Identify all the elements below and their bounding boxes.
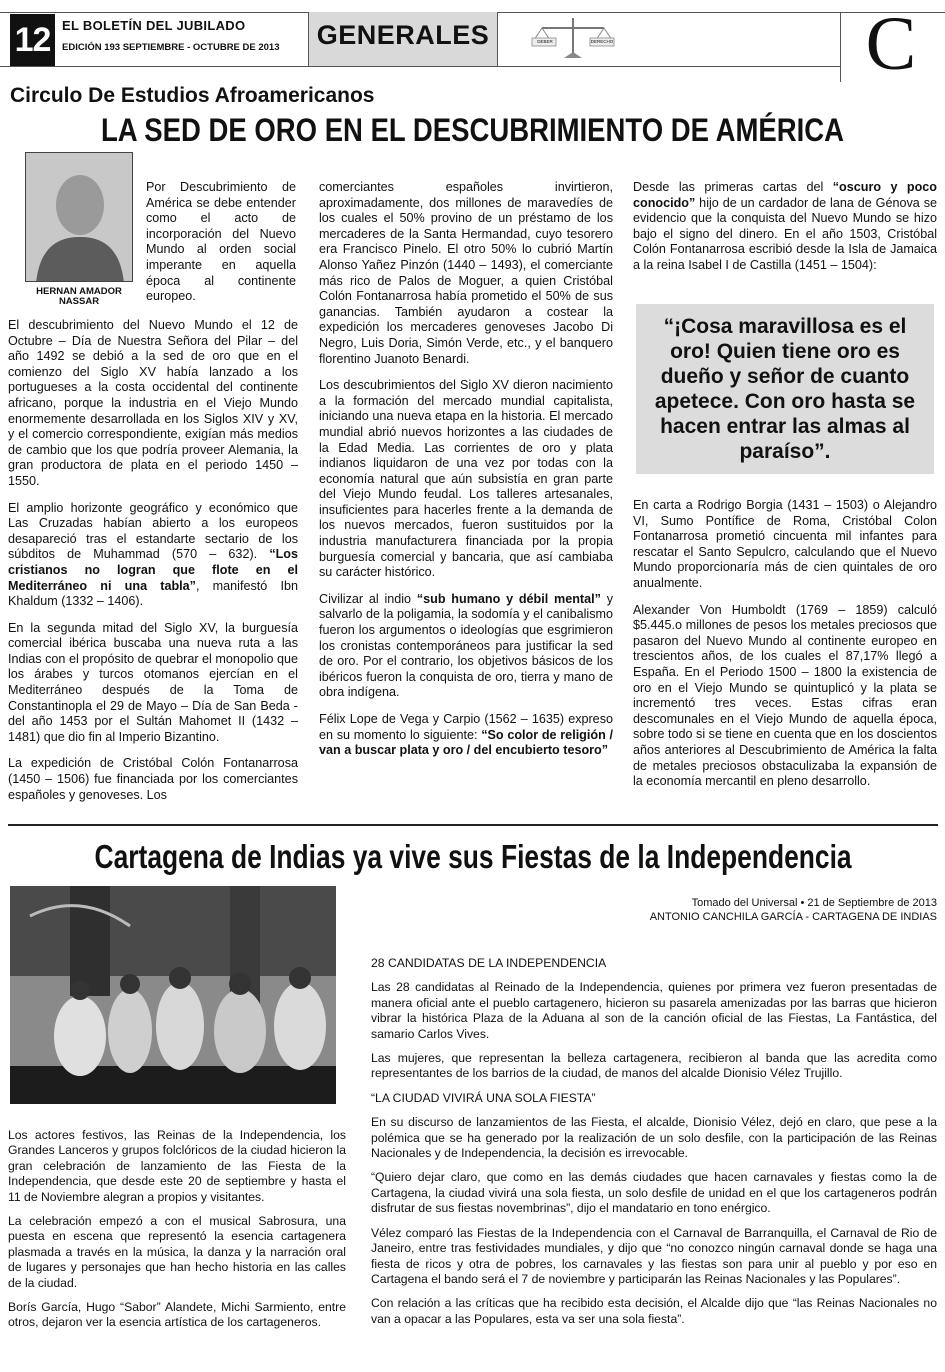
paragraph: El amplio horizonte geográfico y económico que Las Cruzadas habían abierto a los europeos desapareció tras el estandarte sectario de los súbditos de Muhammad (570 – 632). “Los cristianos no logran que flote en el Mediterráneo ni una tabla”, manifestó Ibn Khaldum (1332 – 1406). xyxy=(8,500,298,609)
paragraph: Desde las primeras cartas del “oscuro y poco conocido” hijo de un cardador de lana de Génova se evidencio que la conquista del Nuevo Mundo se hizo bajo el signo del dinero. En el año 1503, Cristóbal Colón Fontanarrosa escribió desde la Isla de Jamaica a la reina Isabel I de Castilla (1451 – 1504): xyxy=(633,180,937,272)
scale-right-label: DERECHO xyxy=(590,39,614,44)
paragraph: La expedición de Cristóbal Colón Fontanarrosa (1450 – 1506) fue financiada por los comerciantes españoles y genoveses. Los xyxy=(8,756,298,802)
paragraph: En la segunda mitad del Siglo XV, la burguesía comercial ibérica buscaba una nueva ruta a las Indias con el propósito de quebrar el monopolio que los árabes y turcos otomanos ejercían en el Mediterráneo después de la Toma de Constantinopla el 29 de Mayo – Día de San Beda - del año 1453 por el Sultán Mahomet II (1432 – 1481) que dio fin al Imperio Bizantino. xyxy=(8,620,298,744)
festival-scene xyxy=(10,886,336,1104)
edition-line: EDICIÓN 193 SEPTIEMBRE - OCTUBRE DE 2013 xyxy=(62,42,280,53)
page-number: 12 xyxy=(14,21,51,59)
paragraph: Alexander Von Humboldt (1769 – 1859) calculó $5.445.o millones de pesos los metales preciosos que pasaron del Nuevo Mundo al continente europeo en trescientos años, de los cuales el 87,17% llegó a España. En el Periodo 1500 – 1800 la existencia de oro en el Viejo Mundo se quintuplicó y la plata se incrementó tres veces. Estas cifras eran descomunales en el Viejo Mundo de aquella época, sobre todo si se tiene en cuenta que en los doscientos años anteriores al Descubrimiento de América la falta de metales preciosos obstaculizaba la expansión de la economía mercantil en pleno desarrollo. xyxy=(633,602,937,789)
article1-column-3 xyxy=(633,180,937,285)
paragraph: El descubrimiento del Nuevo Mundo el 12 de Octubre – Día de Nuestra Señora del Pilar – del año 1492 se debió a la sed de oro que en el comienzo del Siglo XV había lanzado a los portugueses a la costa occidental del continente africano, porque la industria en el Viejo Mundo enormemente desarrollada en los Siglos XIV y XV, y el comercio correspondiente, exigían más medios de cambio que los que podría proveer Alemania, la gran productora de plata en el periodo 1450 – 1550. xyxy=(8,318,298,488)
paragraph: Vélez comparó las Fiestas de la Independencia con el Carnaval de Barranquilla, el Carnaval de Rio de Janeiro, entre tras festividades mundiales, y dijo que “no conozco ningún carnaval donde se haga una fiesta de ricos y otra de pobres, los carnavales y las fiestas son para unir al pueblo y por eso en Cartagena el bando será el 7 de noviembre y participarán las Reinas Nacionales y las Populares”. xyxy=(371,1225,937,1286)
paragraph: Civilizar al indio “sub humano y débil mental” y salvarlo de la poligamia, la sodomía y el canibalismo fueron los argumentos o ideologías que esgrimieron los cronistas contemporáneos para justificar la sed de oro. Por el contrario, los objetivos básicos de los ibéricos fueron la conquista de oro, tierra y mano de obra indígena. xyxy=(319,591,614,700)
paragraph: Las mujeres, que representan la belleza cartagenera, recibieron al banda que las acredita como representantes de los barrios de la ciudad, de manos del alcalde Dionisio Vélez Trujillo. xyxy=(371,1051,937,1081)
header-right-divider xyxy=(840,12,841,82)
subheading: 28 CANDIDATAS DE LA INDEPENDENCIA xyxy=(371,956,607,970)
article1-column-2 xyxy=(319,180,613,770)
section-letter: C xyxy=(865,2,917,86)
paragraph: Félix Lope de Vega y Carpio (1562 – 1635) expreso en su momento lo siguiente: “So color de religión / van a buscar plata y oro / del encubierto tesoro” xyxy=(319,712,613,758)
paragraph: Los actores festivos, las Reinas de la Independencia, los Grandes Lanceros y grupos folclóricos de la ciudad hicieron la gran celebración de lanzamiento de las Fiesta de la Independencia, que desde este 20 de septiembre y hasta el 11 de Noviembre alegran a propios y visitantes. xyxy=(8,1128,346,1204)
article-divider xyxy=(8,824,938,826)
article1-title: LA SED DE ORO EN EL DESCUBRIMIENTO DE AMÉRICA xyxy=(100,112,845,148)
paragraph: En su discurso de lanzamientos de las Fiesta, el alcalde, Dionisio Vélez, dejó en claro, que pese a la polémica que se ha generado por la realización de un solo desfile, con la participación de las Reinas Nacionales y de Independencia, la decisión es irrevocable. xyxy=(371,1115,937,1161)
author-caption: HERNAN AMADOR NASSAR xyxy=(36,286,122,307)
paragraph: “Quiero dejar claro, que como en las demás ciudades que hacen carnavales y fiestas como la de Cartagena, la ciudad vivirá una sola fiesta, un solo desfile de unidad en el que los cartageneros podrán disfrutar de sus fiestas novembrinas”, dijo el mandatario en tono enérgico. xyxy=(371,1170,937,1216)
article1-kicker: Circulo De Estudios Afroamericanos xyxy=(10,84,375,107)
article1-column-1 xyxy=(8,318,298,814)
subheading: “LA CIUDAD VIVIRÁ UNA SOLA FIESTA” xyxy=(371,1090,596,1105)
author-portrait xyxy=(26,153,133,282)
page-number-box xyxy=(10,14,55,66)
scale-icon xyxy=(530,14,616,62)
paragraph: Los descubrimientos del Siglo XV dieron nacimiento a la formación del mercado mundial capitalista, iniciando una nueva etapa en la historia. El mercado mundial abrió nuevos horizontes a las ciudades de la Edad Media. Las corrientes de oro y plata indianos liquidaron de una vez por todas con la economía natural que aún subsistía en gran parte del Viejo Mundo feudal. Los talleres artesanales, insuficientes para hacerles frente a la demanda de los nuevos mercados, fueron sustituidos por la industria manufacturera financiada por la propia burguesía comercial y bancaria, que así cambiaba su carácter histórico. xyxy=(319,378,613,580)
paragraph: Borís García, Hugo “Sabor” Alandete, Michi Sarmiento, entre otros, dejaron ver la esencia artística de los cartageneros. xyxy=(8,1300,346,1330)
scale-left-label: DEBER xyxy=(537,39,553,44)
paragraph: Las 28 candidatas al Reinado de la Independencia, quienes por primera vez fueron presentadas de manera oficial ante el pueblo cartagenero, hicieron su pasarela amenizadas por las barras que hicieron vibrar la histórica Plaza de la Aduana al son de la canción oficial de las Fiestas, La Fantástica, del samario Carlos Vives. xyxy=(371,980,937,1041)
article2-right-column xyxy=(371,956,937,1336)
pull-quote-box xyxy=(636,304,934,474)
article1-column-3b xyxy=(633,498,937,801)
pull-quote: “¡Cosa maravillosa es el oro! Quien tiene oro es dueño y señor de cuanto apetece. Con oro hasta se hacen entrar las almas al paraíso”. xyxy=(654,315,916,463)
paragraph: En carta a Rodrigo Borgia (1431 – 1503) o Alejandro VI, Sumo Pontífice de Roma, Cristóbal Colon Fontanarrosa prometió cincuenta mil infantes para rescatar el Santo Sepulcro, calculando que el Nuevo Mundo proporcionaría más de cien quintales de oro anualmente. xyxy=(633,498,937,590)
publication-name: EL BOLETÍN DEL JUBILADO xyxy=(62,18,246,33)
paragraph: comerciantes españoles invirtieron, aproximadamente, dos millones de maravedíes de los cuales el 50% provino de un préstamo de los mercaderes de la Santa Hermandad, cuyo tesorero era Francisco Pinelo. El otro 50% lo cubrió Martín Alonso Yañez Pinzón (1440 – 1493), el comerciante más rico de Palos de Moguer, a quien Cristóbal Colón Fontanarrosa había prometido el 50% de sus ganancias. También ayudaron a costear la expedición los mercaderes genoveses Jacobo Di Negro, Luis Doria, Simón Verde, etc., y el banquero florentino Juanoto Benardi. xyxy=(319,180,613,366)
author-photo xyxy=(25,152,133,282)
article2-source: Tomado del Universal • 21 de Septiembre de 2013 xyxy=(691,897,937,909)
header-bottom-rule xyxy=(0,66,840,67)
article2-byline: ANTONIO CANCHILA GARCÍA - CARTAGENA DE INDIAS xyxy=(649,911,937,923)
article2-title: Cartagena de Indias ya vive sus Fiestas de la Independencia xyxy=(94,838,852,875)
paragraph: La celebración empezó a con el musical Sabrosura, una puesta en escena que representó la esencia cartagenera plasmada a través en la música, la danza y la narración oral de lugares y personajes que han hecho historia en las calles de la ciudad. xyxy=(8,1214,346,1290)
article1-intro: Por Descubrimiento de América se debe entender como el acto de incorporación del Nuevo Mundo al orden social imperante en aquella época al continente europeo. xyxy=(146,180,296,304)
article2-left-column xyxy=(8,1128,346,1340)
section-title: GENERALES xyxy=(316,20,490,50)
paragraph: Con relación a las críticas que ha recibido esta decisión, el Alcalde dijo que “las Reinas Nacionales no van a opacar a las Populares, esta va ser una sola fiesta”. xyxy=(371,1296,937,1326)
festival-photo xyxy=(10,886,336,1104)
